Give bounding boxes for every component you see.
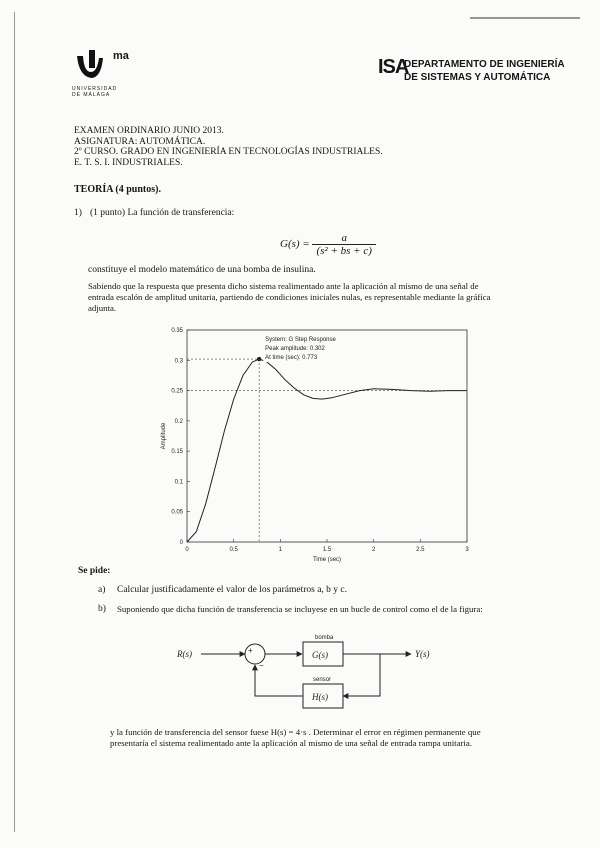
feedback-block-caption: sensor xyxy=(313,677,332,683)
peak-marker xyxy=(257,357,261,361)
x-axis-label: Time (sec) xyxy=(312,557,342,563)
exam-line4: E. T. S. I. INDUSTRIALES. xyxy=(74,157,183,168)
y-tick-label: 0.3 xyxy=(174,358,183,365)
minus-sign: − xyxy=(259,661,264,670)
step-response-line xyxy=(187,359,467,542)
q1-paragraph-line3: adjunta. xyxy=(88,303,117,313)
item-a-text: Calcular justificadamente el valor de los parámetros a, b y c. xyxy=(117,585,348,595)
q1-number: 1) xyxy=(74,208,82,218)
university-logo xyxy=(75,48,135,89)
department-name xyxy=(404,58,565,84)
x-tick-label: 1.5 xyxy=(322,547,332,553)
university-line1: UNIVERSIDAD xyxy=(72,86,118,92)
closing-line1: y la función de transferencia del sensor fuese H(s) = 4·s . Determinar el error en régimen permanente que xyxy=(110,727,481,737)
input-label: R(s) xyxy=(177,649,192,659)
dept-logo: ISA xyxy=(378,56,409,78)
se-pide: Se pide: xyxy=(78,566,111,576)
y-tick-label: 0.15 xyxy=(171,449,183,456)
output-label: Y(s) xyxy=(415,649,430,659)
annotation-line1: System: G Step Response xyxy=(265,337,336,343)
y-axis-label: Amplitude xyxy=(161,422,167,450)
forward-block-caption: bomba xyxy=(315,635,334,641)
dept-line1: DEPARTAMENTO DE INGENIERÍA xyxy=(404,59,565,70)
q1-paragraph xyxy=(88,281,568,314)
feedback-path-right xyxy=(343,654,380,696)
x-tick-label: 2.5 xyxy=(416,547,425,553)
x-tick-label: 0.5 xyxy=(229,547,238,553)
y-tick-label: 0.35 xyxy=(171,328,183,334)
closing-line2: presentaría el sistema realimentado ante la aplicación al mismo de una señal de entrada rampa unitaria. xyxy=(110,738,472,748)
q1-after-formula: constituye el modelo matemático de una bomba de insulina. xyxy=(88,265,316,275)
formula-lhs: G(s) = xyxy=(280,238,310,251)
scan-border-top xyxy=(470,17,580,19)
exam-line2: ASIGNATURA: AUTOMÁTICA. xyxy=(74,136,206,147)
plus-sign: + xyxy=(248,646,253,655)
x-tick-label: 1 xyxy=(278,547,283,553)
block-diagram xyxy=(175,630,475,710)
item-b-text: Suponiendo que dicha función de transferencia se incluyese en un bucle de control como el de la figura: xyxy=(117,604,483,614)
y-tick-label: 0.25 xyxy=(171,388,183,395)
formula-denominator: (s² + bs + c) xyxy=(316,245,372,257)
closing-paragraph xyxy=(110,727,570,749)
scan-border-left xyxy=(14,12,15,832)
university-line2: DE MÁLAGA xyxy=(72,92,111,98)
annotation-line3: At time (sec): 0.773 xyxy=(265,355,318,361)
exam-line1: EXAMEN ORDINARIO JUNIO 2013. xyxy=(74,126,224,136)
transfer-function-formula xyxy=(280,232,376,257)
feedback-block-label: H(s) xyxy=(312,692,328,702)
y-tick-label: 0 xyxy=(179,540,183,546)
dept-line2: DE SISTEMAS Y AUTOMÁTICA xyxy=(404,72,551,83)
y-tick-label: 0.1 xyxy=(174,479,183,486)
q1-intro: (1 punto) La función de transferencia: xyxy=(90,208,235,218)
item-b-label: b) xyxy=(98,604,106,614)
annotation-line2: Peak amplitude: 0.302 xyxy=(265,346,325,352)
y-tick-label: 0.2 xyxy=(174,418,183,425)
q1-paragraph-line1: Sabiendo que la respuesta que presenta dicho sistema realimentado ante la aplicación al mismo de una señal de xyxy=(88,281,479,291)
formula-fraction xyxy=(312,232,375,257)
forward-block-label: G(s) xyxy=(312,650,328,660)
step-response-chart xyxy=(155,322,485,572)
formula-numerator: a xyxy=(312,232,375,245)
exam-info xyxy=(74,126,383,168)
university-name xyxy=(72,86,117,98)
x-tick-label: 0 xyxy=(185,547,189,553)
exam-line3: 2º CURSO. GRADO EN INGENIERÍA EN TECNOLOGÍAS INDUSTRIALES. xyxy=(74,147,383,157)
theory-title: TEORÍA (4 puntos). xyxy=(74,184,161,195)
logo-text: ma xyxy=(113,50,129,62)
q1-paragraph-line2: entrada escalón de amplitud unitaria, partiendo de condiciones iniciales nulas, es representable mediante la gráfica xyxy=(88,292,491,302)
item-a-label: a) xyxy=(98,585,106,595)
x-tick-label: 3 xyxy=(465,547,469,553)
x-tick-label: 2 xyxy=(371,547,376,553)
y-tick-label: 0.05 xyxy=(171,509,183,516)
